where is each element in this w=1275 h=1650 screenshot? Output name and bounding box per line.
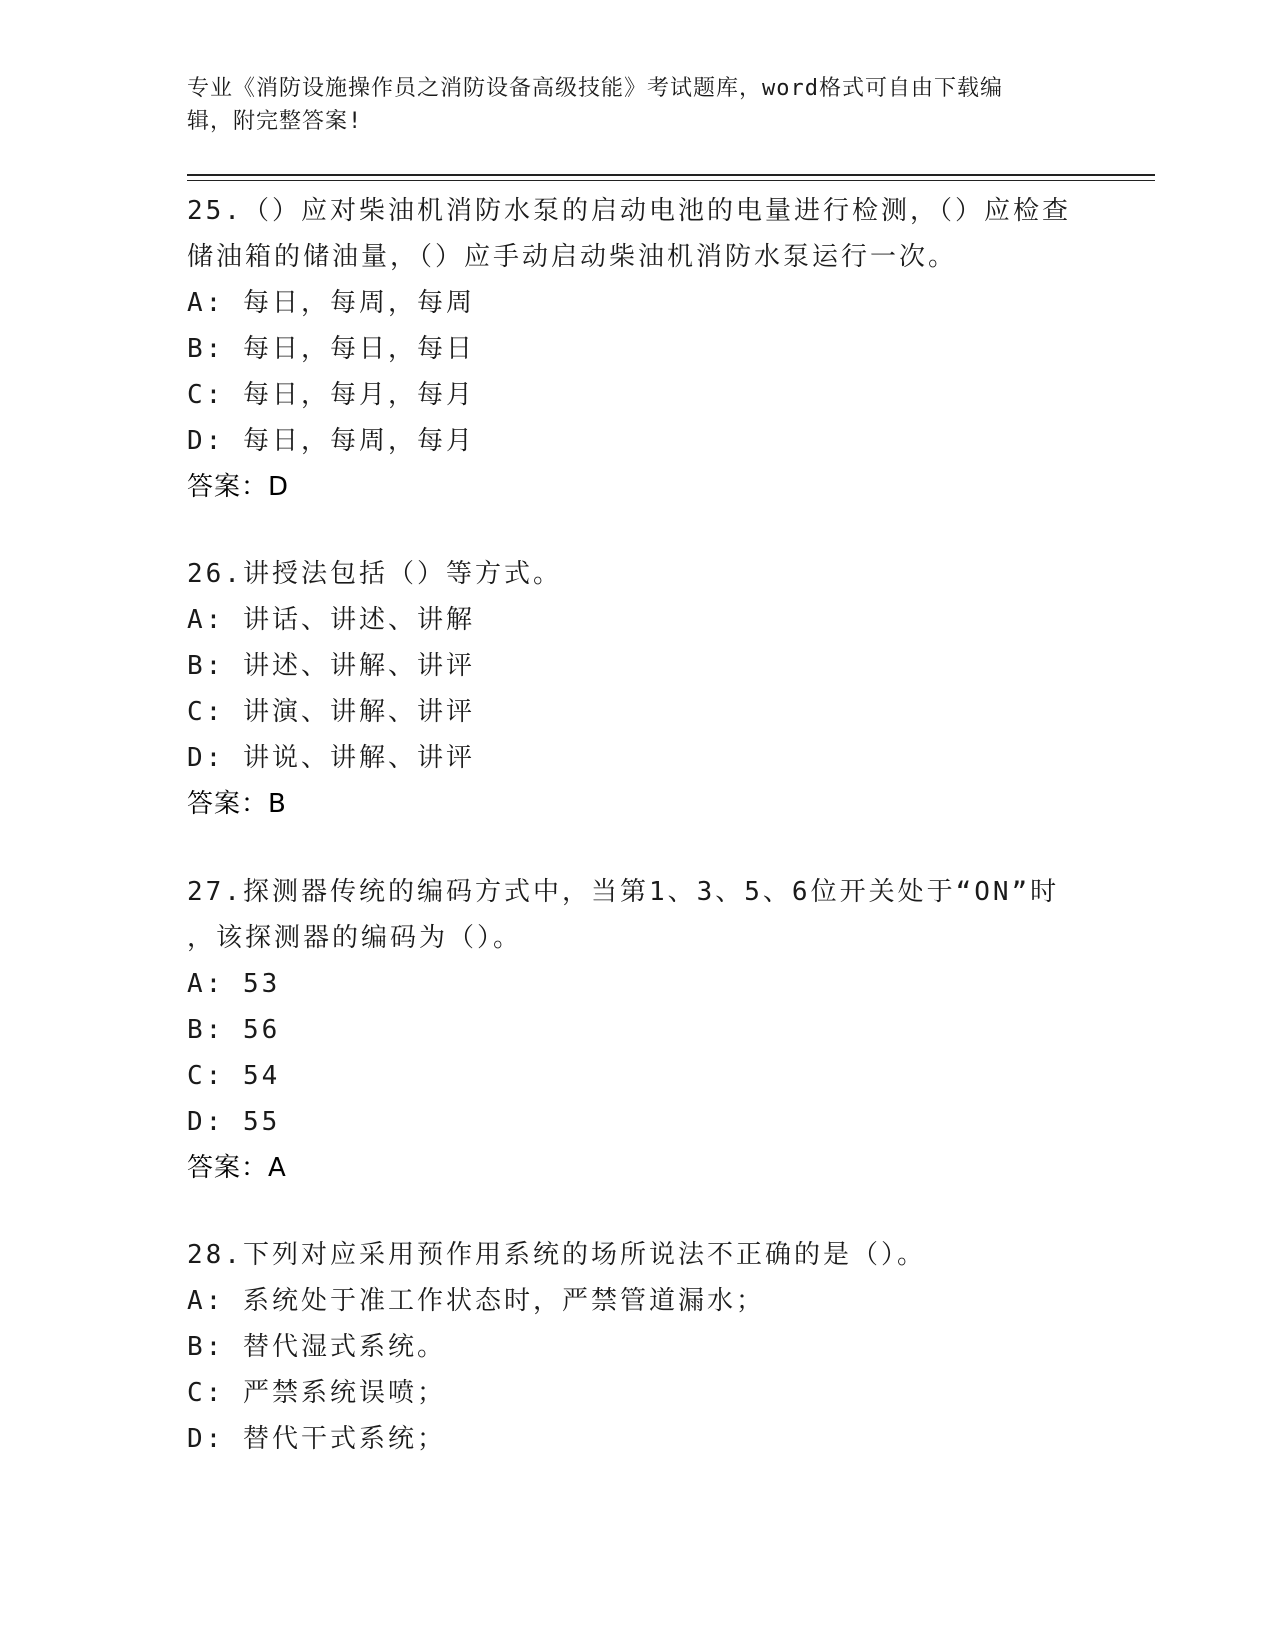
question-stem-line-1: 27.探测器传统的编码方式中，当第1、3、5、6位开关处于“ON”时 xyxy=(187,877,1060,907)
option-b: B: 56 xyxy=(187,1015,281,1045)
option-d: D: 替代干式系统； xyxy=(187,1424,446,1454)
option-c: C: 54 xyxy=(187,1061,281,1091)
question-stem-line-2: 储油箱的储油量，（）应手动启动柴油机消防水泵运行一次。 xyxy=(187,242,958,272)
header-line-1: 专业《消防设施操作员之消防设备高级技能》考试题库，word格式可自由下载编 xyxy=(187,76,1003,101)
option-d: D: 55 xyxy=(187,1107,281,1137)
question-28 xyxy=(187,1232,1087,1462)
question-27 xyxy=(187,869,1087,1191)
option-d: D: 讲说、讲解、讲评 xyxy=(187,743,475,773)
answer-label: 答案：B xyxy=(187,789,287,819)
header-line-2: 辑，附完整答案! xyxy=(187,109,363,134)
option-d: D: 每日，每周，每月 xyxy=(187,426,475,456)
option-a: A: 53 xyxy=(187,969,281,999)
option-c: C: 每日，每月，每月 xyxy=(187,380,475,410)
option-b: B: 替代湿式系统。 xyxy=(187,1332,446,1362)
option-c: C: 严禁系统误喷； xyxy=(187,1378,446,1408)
document-header xyxy=(187,72,1087,138)
header-divider-thin xyxy=(187,180,1155,181)
option-b: B: 讲述、讲解、讲评 xyxy=(187,651,475,681)
option-a: A: 每日，每周，每周 xyxy=(187,288,475,318)
answer-label: 答案：A xyxy=(187,1153,287,1183)
option-a: A: 系统处于准工作状态时，严禁管道漏水； xyxy=(187,1286,765,1316)
option-b: B: 每日，每日，每日 xyxy=(187,334,475,364)
header-divider-thick xyxy=(187,174,1155,176)
question-25 xyxy=(187,188,1087,510)
question-26 xyxy=(187,551,1087,827)
question-stem-line-1: 26.讲授法包括（）等方式。 xyxy=(187,559,562,589)
option-c: C: 讲演、讲解、讲评 xyxy=(187,697,475,727)
question-stem-line-2: ，该探测器的编码为（）。 xyxy=(187,923,523,953)
answer-label: 答案：D xyxy=(187,472,290,502)
option-a: A: 讲话、讲述、讲解 xyxy=(187,605,475,635)
question-stem-line-1: 25.（）应对柴油机消防水泵的启动电池的电量进行检测，（）应检查 xyxy=(187,196,1071,226)
question-stem-line-1: 28.下列对应采用预作用系统的场所说法不正确的是（）。 xyxy=(187,1240,926,1270)
